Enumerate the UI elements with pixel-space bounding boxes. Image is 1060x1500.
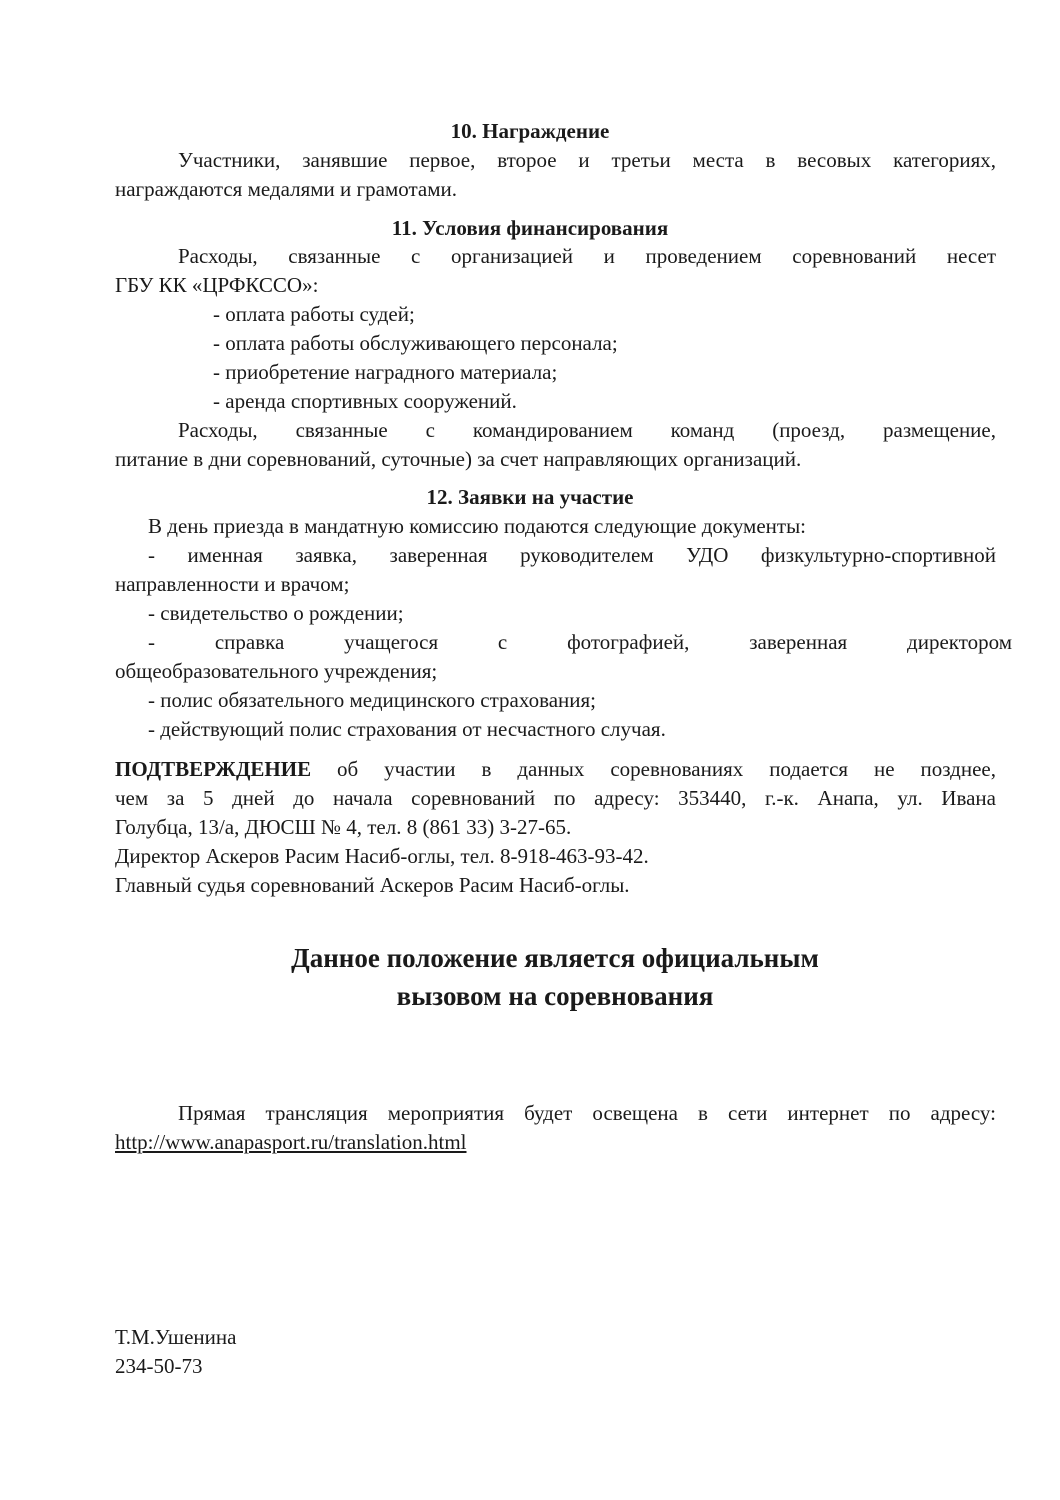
section-11-list-item: - оплата работы обслуживающего персонала;: [213, 331, 618, 355]
official-call-line-2: вызовом на соревнования: [396, 981, 714, 1011]
broadcast-url-link[interactable]: http://www.anapasport.ru/translation.html: [115, 1130, 467, 1154]
chief-judge: Главный судья соревнований Аскеров Расим Насиб-оглы.: [115, 873, 630, 897]
section-11-list-item: - оплата работы судей;: [213, 302, 415, 326]
contact-phone: 234-50-73: [115, 1354, 203, 1378]
confirmation-line-3: Голубца, 13/а, ДЮСШ № 4, тел. 8 (861 33) 3-27-65.: [115, 815, 572, 839]
confirmation-bold-word: ПОДТВЕРЖДЕНИЕ: [115, 757, 312, 781]
section-10-text-line-1: Участники, занявшие первое, второе и третьи места в весовых категориях,: [178, 148, 996, 172]
section-10-heading: 10. Награждение: [450, 119, 610, 143]
broadcast-url-line: [115, 1128, 467, 1156]
confirmation-line-2: чем за 5 дней до начала соревнований по адресу: 353440, г.-к. Анапа, ул. Ивана: [115, 786, 996, 810]
section-11-intro-line-2: ГБУ КК «ЦРФКССО»:: [115, 273, 319, 297]
section-11-travel-line-2: питание в дни соревнований, суточные) за счет направляющих организаций.: [115, 447, 802, 471]
section-12-doc-3-line-2: общеобразовательного учреждения;: [115, 659, 438, 683]
section-12-doc-5: - действующий полис страхования от несчастного случая.: [148, 717, 666, 741]
section-12-intro: В день приезда в мандатную комиссию подаются следующие документы:: [148, 514, 807, 538]
section-11-intro-line-1: Расходы, связанные с организацией и проведением соревнований несет: [178, 244, 996, 268]
section-12-doc-1-line-2: направленности и врачом;: [115, 572, 350, 596]
contact-name: Т.М.Ушенина: [115, 1325, 237, 1349]
director-contact: Директор Аскеров Расим Насиб-оглы, тел. 8-918-463-93-42.: [115, 844, 649, 868]
section-11-heading: 11. Условия финансирования: [391, 216, 669, 240]
official-call-line-1: Данное положение является официальным: [291, 943, 819, 973]
confirmation-line-1: [115, 755, 996, 783]
section-12-heading: 12. Заявки на участие: [426, 485, 634, 509]
section-12-doc-2: - свидетельство о рождении;: [148, 601, 404, 625]
section-11-list-item: - приобретение наградного материала;: [213, 360, 558, 384]
broadcast-text: Прямая трансляция мероприятия будет освещена в сети интернет по адресу:: [178, 1101, 996, 1125]
section-12-doc-3-line-1: - справка учащегося с фотографией, заверенная директором: [148, 630, 1012, 654]
section-11-travel-line-1: Расходы, связанные с командированием команд (проезд, размещение,: [178, 418, 996, 442]
confirmation-line-1-rest: об участии в данных соревнованиях подается не позднее,: [311, 757, 996, 781]
section-10-text-line-2: награждаются медалями и грамотами.: [115, 177, 457, 201]
section-11-list-item: - аренда спортивных сооружений.: [213, 389, 517, 413]
section-12-doc-4: - полис обязательного медицинского страхования;: [148, 688, 596, 712]
section-12-doc-1-line-1: - именная заявка, заверенная руководителем УДО физкультурно-спортивной: [148, 543, 996, 567]
